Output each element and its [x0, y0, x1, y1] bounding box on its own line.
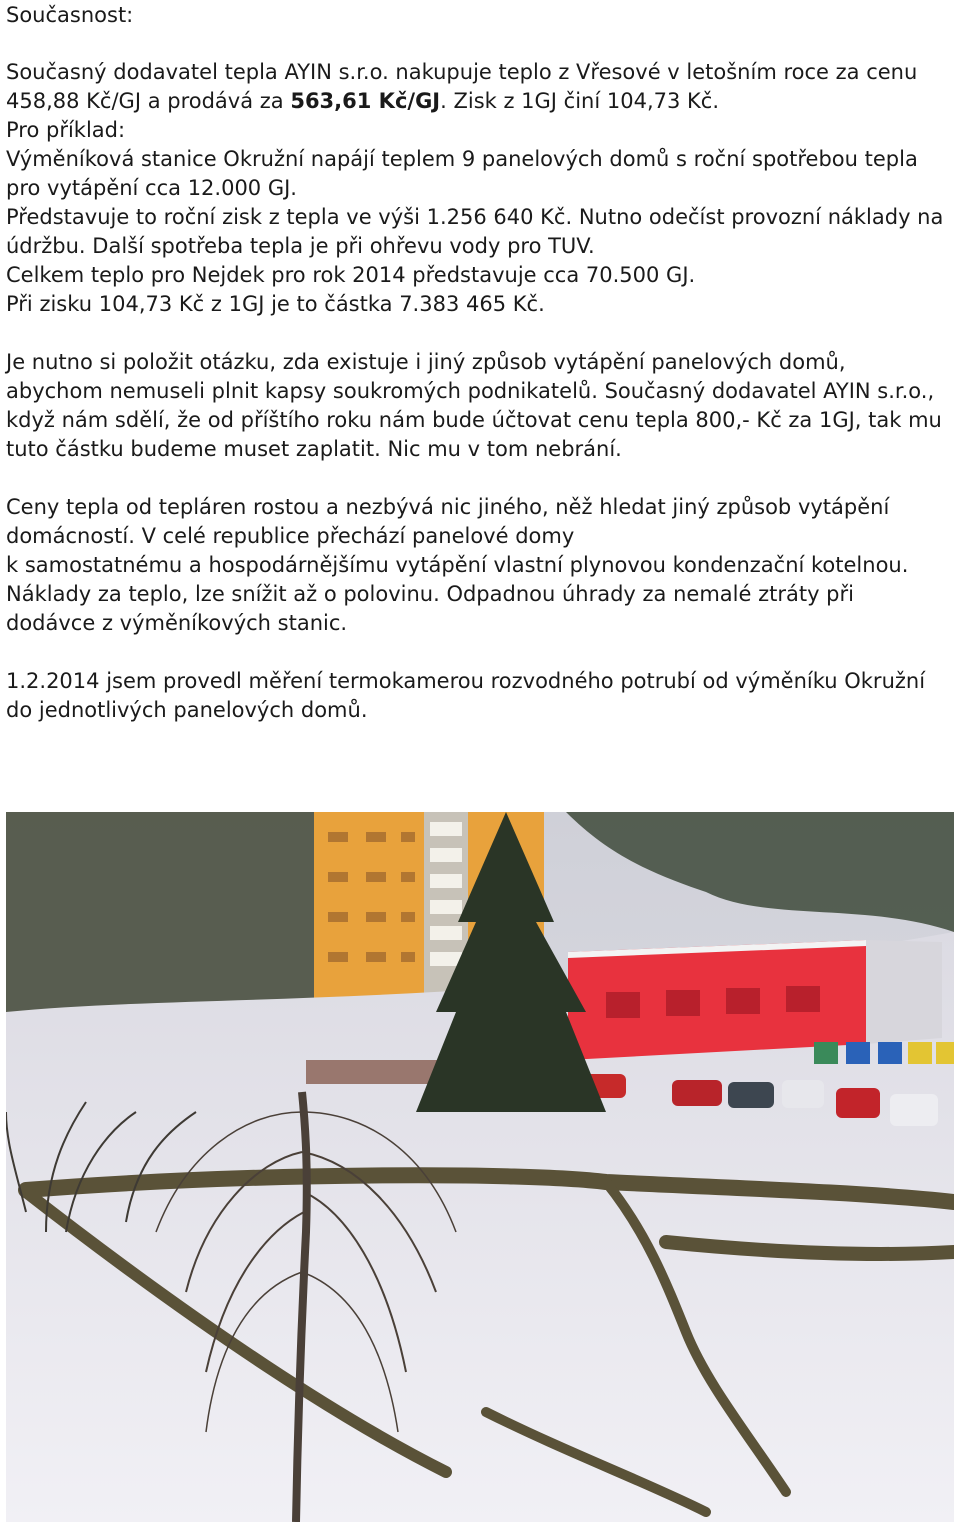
example-label: Pro příklad: [6, 118, 126, 142]
paragraph-pricing [6, 58, 946, 116]
paragraph-prices-1: Ceny tepla od tepláren rostou a nezbývá nic jiného, něž hledat jiný způsob vytápění domácností. V celé republice přechází panelové domy [6, 495, 890, 548]
example-amount: Při zisku 104,73 Kč z 1GJ je to částka 7.383 465 Kč. [6, 292, 545, 316]
pricing-bold-price: 563,61 Kč/GJ [290, 89, 441, 113]
pricing-text-2: . Zisk z 1GJ činí 104,73 Kč. [440, 89, 720, 113]
example-station: Výměníková stanice Okružní napájí teplem 9 panelových domů s roční spotřebou tepla pro vytápění cca 12.000 GJ. [6, 147, 918, 200]
section-heading: Současnost: [6, 3, 134, 27]
paragraph-measurement: 1.2.2014 jsem provedl měření termokamerou rozvodného potrubí od výměníku Okružní do jednotlivých panelových domů. [6, 669, 926, 722]
paragraph-question: Je nutno si položit otázku, zda existuje i jiný způsob vytápění panelových domů, abychom nemuseli plnit kapsy soukromých podnikatelů. Současný dodavatel AYIN s.r.o., když nám sdělí, že od příštího roku nám bude účtovat cenu tepla 800,- Kč za 1GJ, tak mu tuto částku budeme muset zaplatit. Nic mu v tom nebrání. [6, 350, 942, 461]
courtyard-photo [6, 812, 954, 1522]
paragraph-prices-2: k samostatnému a hospodárnějšímu vytápění vlastní plynovou kondenzační kotelnou. Náklady za teplo, lze snížit až o polovinu. Odpadnou úhrady za nemalé ztráty při dodávce z výměníkových stanic. [6, 553, 909, 635]
document-body [6, 0, 946, 725]
example-total: Celkem teplo pro Nejdek pro rok 2014 představuje cca 70.500 GJ. [6, 263, 696, 287]
example-profit: Představuje to roční zisk z tepla ve výši 1.256 640 Kč. Nutno odečíst provozní náklady na údržbu. Další spotřeba tepla je při ohřevu vody pro TUV. [6, 205, 944, 258]
pricing-text-1: Současný dodavatel tepla AYIN s.r.o. nakupuje teplo z Vřesové v letošním roce za cenu 458,88 Kč/GJ a prodává za [6, 60, 918, 113]
